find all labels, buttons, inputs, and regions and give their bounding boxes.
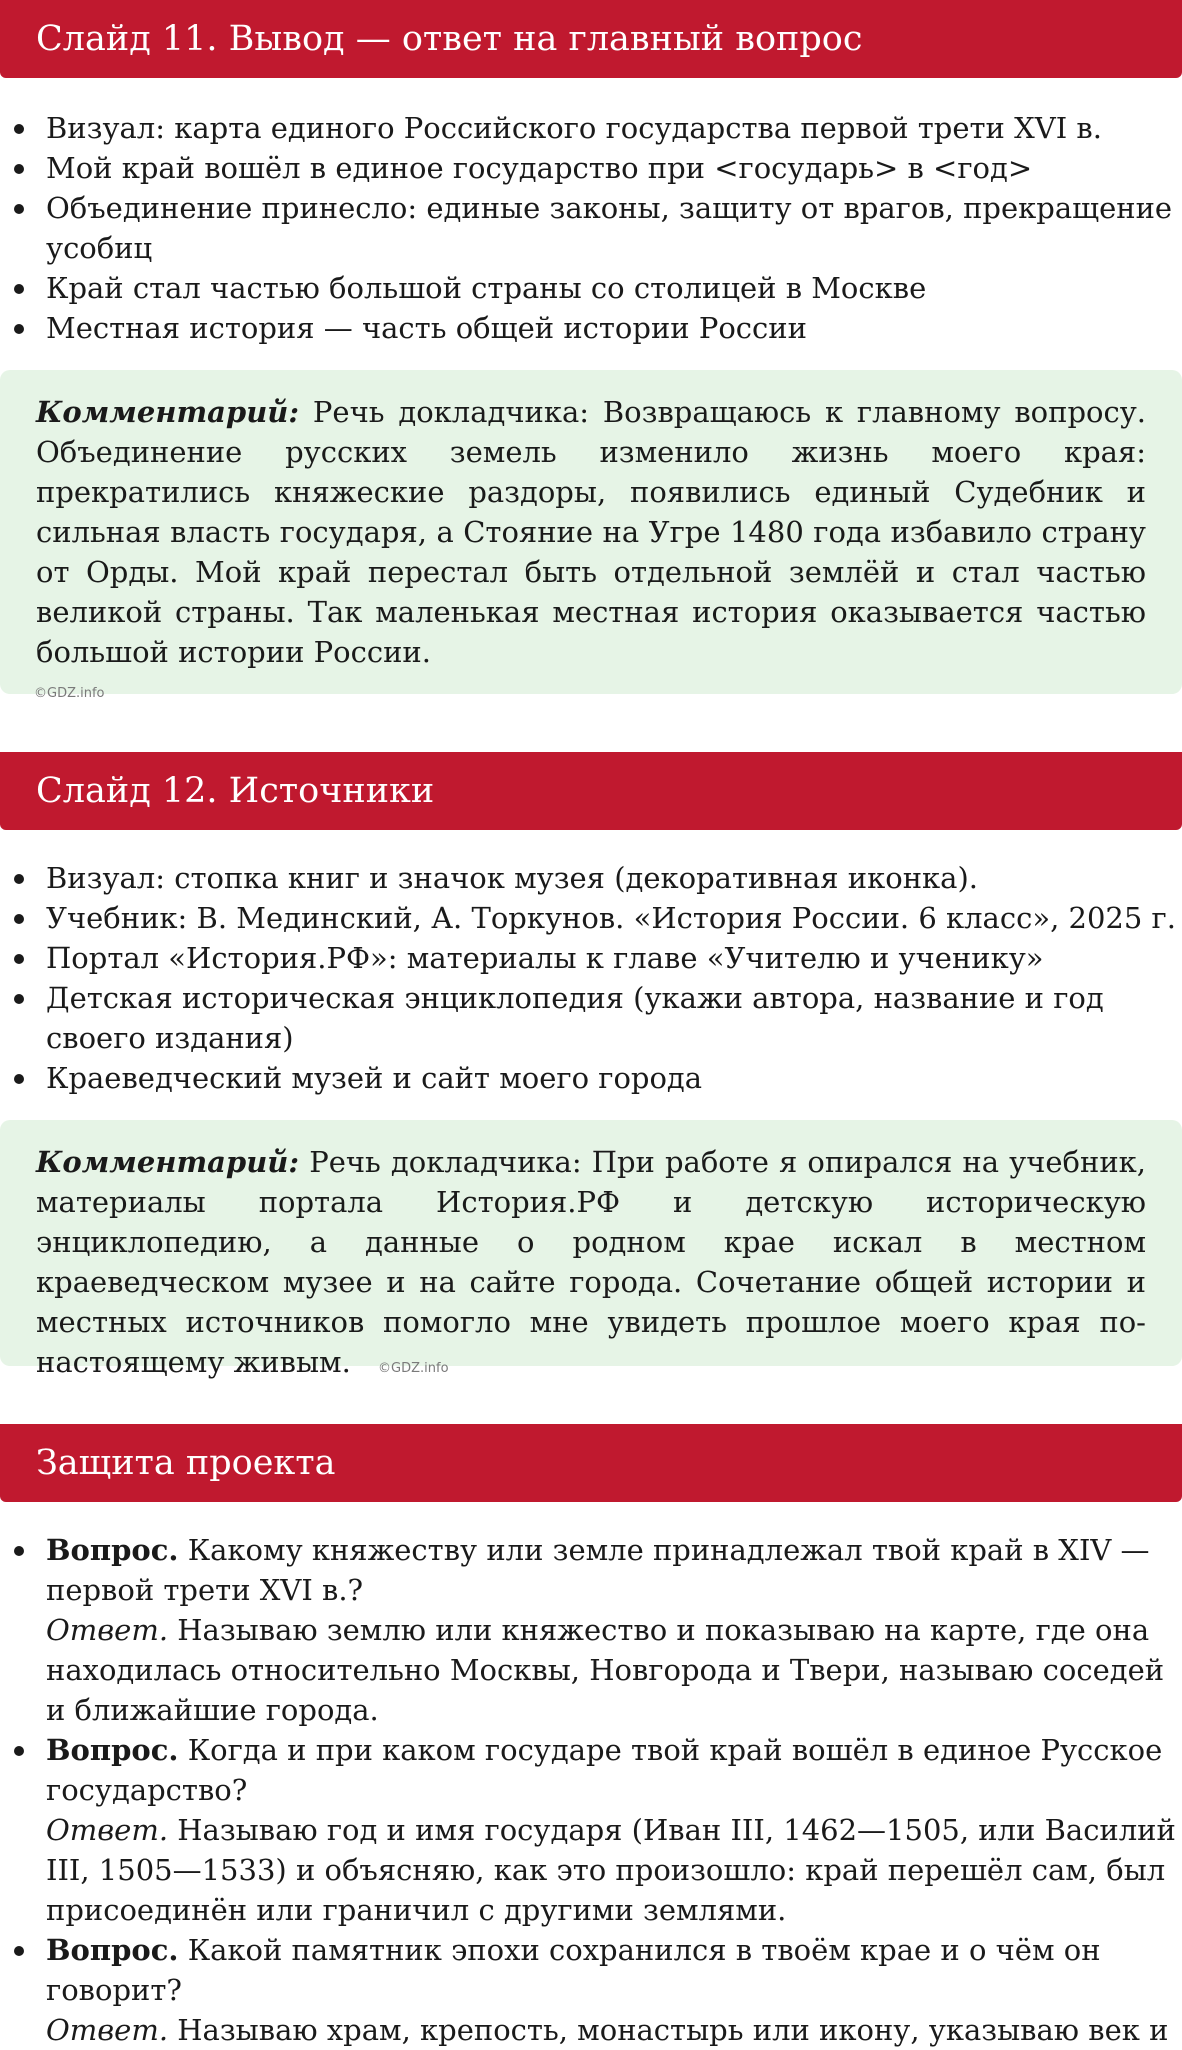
gdz-watermark: ©GDZ.info	[378, 1361, 449, 1376]
list-item: Местная история — часть общей истории России	[0, 308, 1182, 348]
gdz-watermark: ©GDZ.info	[34, 686, 105, 701]
comment-text: Речь докладчика: Возвращаюсь к главному вопросу. Объединение русских земель изменило жизнь моего края: прекратились княжеские раздоры, появились единый Судебник и сильная власть государя, а Стояние на Угре 1480 года избавило страну от Орды. Мой край перестал быть отдельной землёй и стал частью великой страны. Так маленькая местная история оказывается частью большой истории России.	[36, 395, 1146, 669]
answer-text: Называю землю или княжество и показываю на карте, где она находилась относительно Москвы, Новгорода и Твери, называю соседей и ближайшие города.	[46, 1613, 1165, 1727]
question-text: Когда и при каком государе твой край вошёл в единое Русское государство?	[46, 1733, 1163, 1807]
list-item: Визуал: стопка книг и значок музея (декоративная иконка).	[0, 858, 1182, 898]
answer-text: Называю храм, крепость, монастырь или икону, указываю век и	[177, 2013, 1169, 2047]
slide11-comment-box	[0, 370, 1182, 701]
comment-label: Комментарий:	[36, 395, 300, 429]
list-item	[0, 1530, 1182, 1730]
slide12-header	[0, 752, 1182, 830]
answer	[46, 1610, 1178, 1730]
slide12-title: Слайд 12. Источники	[36, 770, 435, 811]
question-label: Вопрос.	[46, 1733, 179, 1767]
list-item: Объединение принесло: единые законы, защиту от врагов, прекращение усобиц	[0, 188, 1182, 268]
answer-label: Ответ.	[46, 2013, 169, 2047]
slide11-header	[0, 0, 1182, 78]
question-label: Вопрос.	[46, 1933, 179, 1967]
list-item: Мой край вошёл в единое государство при <государь> в <год>	[0, 148, 1182, 188]
comment-text: Речь докладчика: При работе я опирался на учебник, материалы портала История.РФ и детскую историческую энциклопедию, а данные о родном крае искал в местном краеведческом музее и на сайте города. Сочетание общей истории и местных источников помогло мне увидеть прошлое моего края по-настоящему живым.	[36, 1145, 1146, 1379]
question-label: Вопрос.	[46, 1533, 179, 1567]
answer	[46, 1810, 1178, 1930]
defense-question-list	[0, 1530, 1182, 2050]
defense-header	[0, 1424, 1182, 1502]
list-item: Детская историческая энциклопедия (укажи автора, название и год своего издания)	[0, 978, 1182, 1058]
answer	[46, 2010, 1178, 2050]
list-item: Визуал: карта единого Российского государства первой трети XVI в.	[0, 108, 1182, 148]
question-text: Какой памятник эпохи сохранился в твоём крае и о чём он говорит?	[46, 1933, 1101, 2007]
slide12-bullet-list	[0, 858, 1182, 1098]
defense-title: Защита проекта	[36, 1442, 336, 1483]
slide12-comment-box	[0, 1120, 1182, 1379]
answer-text: Называю год и имя государя (Иван III, 1462—1505, или Василий III, 1505—1533) и объясняю, как это произошло: край перешёл сам, был присоединён или граничил с другими землями.	[46, 1813, 1176, 1927]
slide11-bullet-list	[0, 108, 1182, 348]
comment-label: Комментарий:	[36, 1145, 300, 1179]
list-item	[0, 1730, 1182, 1930]
list-item: Учебник: В. Мединский, А. Торкунов. «История России. 6 класс», 2025 г.	[0, 898, 1182, 938]
list-item: Портал «История.РФ»: материалы к главе «Учителю и ученику»	[0, 938, 1182, 978]
slide11-title: Слайд 11. Вывод — ответ на главный вопрос	[36, 18, 863, 59]
list-item: Краеведческий музей и сайт моего города	[0, 1058, 1182, 1098]
list-item	[0, 1930, 1182, 2050]
list-item: Край стал частью большой страны со столицей в Москве	[0, 268, 1182, 308]
question-text: Какому княжеству или земле принадлежал твой край в XIV — первой трети XVI в.?	[46, 1533, 1150, 1607]
answer-label: Ответ.	[46, 1613, 169, 1647]
answer-label: Ответ.	[46, 1813, 169, 1847]
